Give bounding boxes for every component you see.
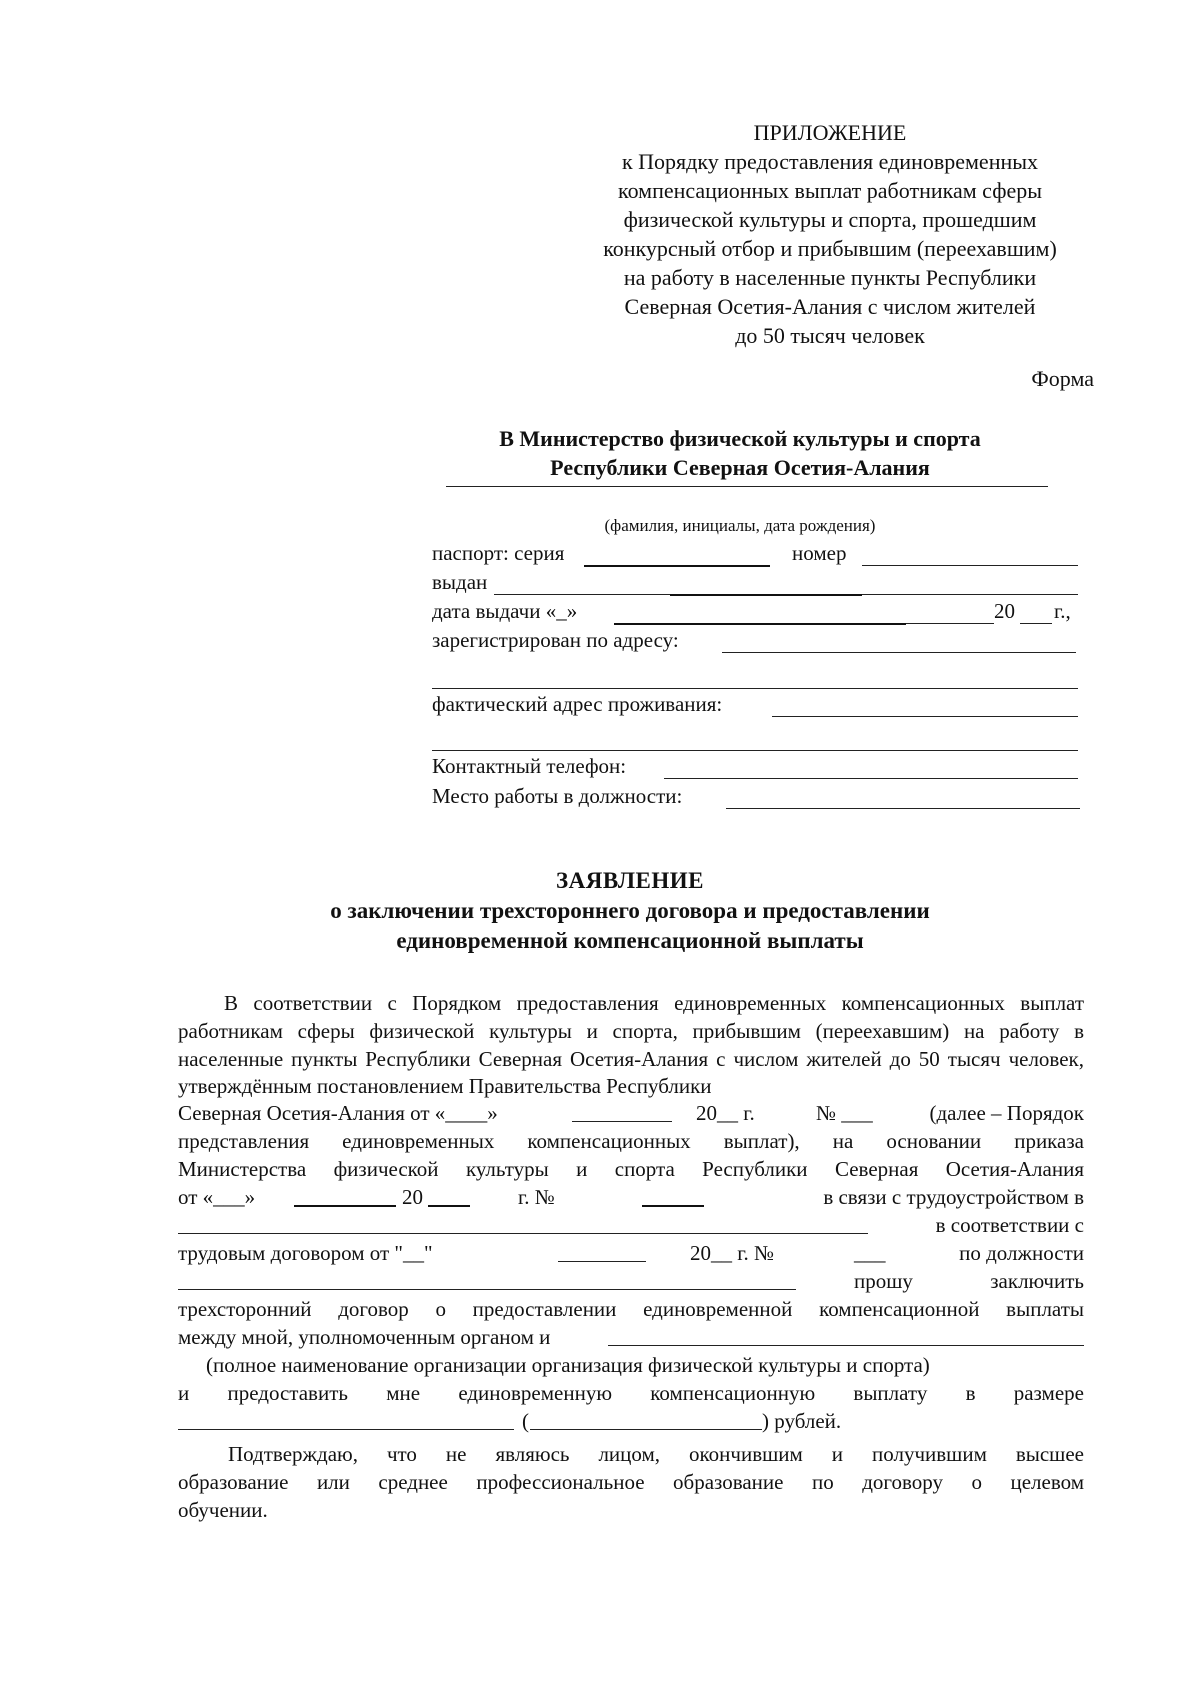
actual-address-field-2[interactable] bbox=[432, 732, 1078, 751]
document-title: ЗАЯВЛЕНИЕ bbox=[556, 868, 704, 893]
issue-date-field-b[interactable] bbox=[906, 599, 994, 624]
row16-b: ) рублей. bbox=[762, 1409, 842, 1433]
appendix-title: ПРИЛОЖЕНИЕ bbox=[753, 120, 907, 145]
row8-a: от «___» bbox=[178, 1185, 256, 1209]
contract-date-field[interactable] bbox=[558, 1241, 646, 1262]
row11-b: заключить bbox=[990, 1269, 1084, 1293]
body-paragraph-1: В соответствии с Порядком предоставления единовременных компенсационных выплат работникам сферы физической культуры и спорта, прибывшим (переехавшим) на работу в населенные пункты Республики Северная Осетия-Алания с числом жителей до 50 тысяч человек, утверждённым постановлением Правительства Республики bbox=[178, 991, 1084, 1099]
row5-a: Северная Осетия-Алания от «____» bbox=[178, 1101, 498, 1125]
body-row-10 bbox=[178, 1241, 1084, 1269]
appendix-line: на работу в населенные пункты Республики bbox=[623, 265, 1037, 290]
body-row-5 bbox=[178, 1101, 1084, 1129]
name-field-caption: (фамилия, инициалы, дата рождения) bbox=[604, 516, 876, 535]
body-row-9 bbox=[178, 1213, 1084, 1241]
body-row-16 bbox=[178, 1409, 1084, 1437]
body-row-17 bbox=[178, 1442, 1084, 1470]
issued-by-label: выдан bbox=[432, 570, 488, 594]
issued-by-field-c[interactable] bbox=[862, 570, 1078, 595]
row12: трехсторонний договор о предоставлении единовременной компенсационной выплаты bbox=[178, 1297, 1084, 1321]
appendix-line: физической культуры и спорта, прошедшим bbox=[623, 207, 1037, 232]
issued-by-field-a[interactable] bbox=[494, 570, 670, 595]
appendix-line: компенсационных выплат работникам сферы bbox=[618, 178, 1042, 203]
body-row-12 bbox=[178, 1297, 1084, 1325]
row8-d: в связи с трудоустройством в bbox=[823, 1185, 1084, 1209]
body-row-14 bbox=[178, 1353, 1084, 1381]
passport-series-field[interactable] bbox=[584, 541, 770, 567]
issue-year-prefix: 20 bbox=[994, 599, 1015, 623]
addressee-block bbox=[440, 424, 1040, 482]
actual-address-field[interactable] bbox=[772, 692, 1078, 717]
organization-field[interactable] bbox=[608, 1325, 1084, 1346]
appendix-line: до 50 тысяч человек bbox=[735, 323, 925, 348]
phone-label: Контактный телефон: bbox=[432, 754, 627, 778]
para2-line1: Подтверждаю, что не являюсь лицом, окончившим и получившим высшее bbox=[228, 1442, 1084, 1466]
body-row-11 bbox=[178, 1269, 1084, 1297]
appendix-line: конкурсный отбор и прибывшим (переехавшим) bbox=[603, 236, 1057, 261]
row6: представления единовременных компенсационных выплат), на основании приказа bbox=[178, 1129, 1084, 1153]
addressee-line-1: В Министерство физической культуры и спорта bbox=[499, 426, 981, 451]
addressee-line-2: Республики Северная Осетия-Алания bbox=[550, 455, 930, 480]
registered-address-label: зарегистрирован по адресу: bbox=[432, 628, 679, 652]
employer-field[interactable] bbox=[178, 1213, 868, 1234]
row8-b: 20 bbox=[402, 1185, 423, 1209]
passport-number-label: номер bbox=[792, 541, 847, 565]
document-subtitle-2: единовременной компенсационной выплаты bbox=[396, 928, 864, 953]
row13: между мной, уполномоченным органом и bbox=[178, 1325, 551, 1349]
order-number-field[interactable] bbox=[642, 1185, 704, 1207]
body-row-19 bbox=[178, 1498, 1084, 1526]
workplace-label: Место работы в должности: bbox=[432, 784, 683, 808]
amount-words-field[interactable] bbox=[530, 1409, 762, 1430]
body-row-6 bbox=[178, 1129, 1084, 1157]
row9: в соответствии с bbox=[935, 1213, 1084, 1237]
name-field-line[interactable] bbox=[446, 486, 1048, 487]
row10-d: по должности bbox=[959, 1241, 1084, 1265]
decree-date-field[interactable] bbox=[572, 1101, 672, 1122]
row5-d: (далее – Порядок bbox=[929, 1101, 1084, 1125]
issued-by-field-b[interactable] bbox=[670, 570, 862, 596]
order-year-field[interactable] bbox=[428, 1185, 470, 1207]
row5-c: № ___ bbox=[816, 1101, 873, 1125]
row10-c: ___ bbox=[854, 1241, 886, 1265]
row15: и предоставить мне единовременную компенсационную выплату в размере bbox=[178, 1381, 1084, 1405]
row10-b: 20__ г. № bbox=[690, 1241, 775, 1265]
passport-series-label: паспорт: серия bbox=[432, 541, 565, 565]
form-label: Форма bbox=[1031, 366, 1094, 391]
body-row-13 bbox=[178, 1325, 1084, 1353]
row10-a: трудовым договором от "__" bbox=[178, 1241, 433, 1265]
appendix-block bbox=[560, 118, 1100, 350]
position-field[interactable] bbox=[178, 1269, 796, 1290]
body-row-8 bbox=[178, 1185, 1084, 1213]
amount-digits-field[interactable] bbox=[178, 1409, 514, 1430]
registered-address-field-2[interactable] bbox=[432, 670, 1078, 689]
appendix-line: Северная Осетия-Алания с числом жителей bbox=[624, 294, 1036, 319]
para2-line2: образование или среднее профессиональное образование по договору о целевом bbox=[178, 1470, 1084, 1494]
row11-a: прошу bbox=[854, 1269, 913, 1293]
issue-date-label: дата выдачи «_» bbox=[432, 599, 578, 623]
row7: Министерства физической культуры и спорта Республики Северная Осетия-Алания bbox=[178, 1157, 1084, 1181]
row8-c: г. № bbox=[518, 1185, 555, 1209]
order-date-field[interactable] bbox=[294, 1185, 396, 1207]
para2-line3: обучении. bbox=[178, 1498, 268, 1522]
registered-address-field[interactable] bbox=[722, 628, 1076, 653]
phone-field[interactable] bbox=[664, 754, 1078, 779]
row5-b: 20__ г. bbox=[696, 1101, 755, 1125]
workplace-field[interactable] bbox=[726, 784, 1080, 809]
body-row-18 bbox=[178, 1470, 1084, 1498]
passport-number-field[interactable] bbox=[862, 541, 1078, 566]
appendix-line: к Порядку предоставления единовременных bbox=[621, 149, 1039, 174]
row16-a: ( bbox=[522, 1409, 529, 1433]
body-row-15 bbox=[178, 1381, 1084, 1409]
row14: (полное наименование организации организация физической культуры и спорта) bbox=[206, 1353, 930, 1377]
actual-address-label: фактический адрес проживания: bbox=[432, 692, 723, 716]
document-subtitle-1: о заключении трехстороннего договора и предоставлении bbox=[330, 898, 930, 923]
issue-year-suffix: г., bbox=[1054, 599, 1071, 623]
issue-year-field[interactable] bbox=[1020, 599, 1052, 624]
issue-date-field[interactable] bbox=[614, 599, 906, 625]
body-row-7 bbox=[178, 1157, 1084, 1185]
